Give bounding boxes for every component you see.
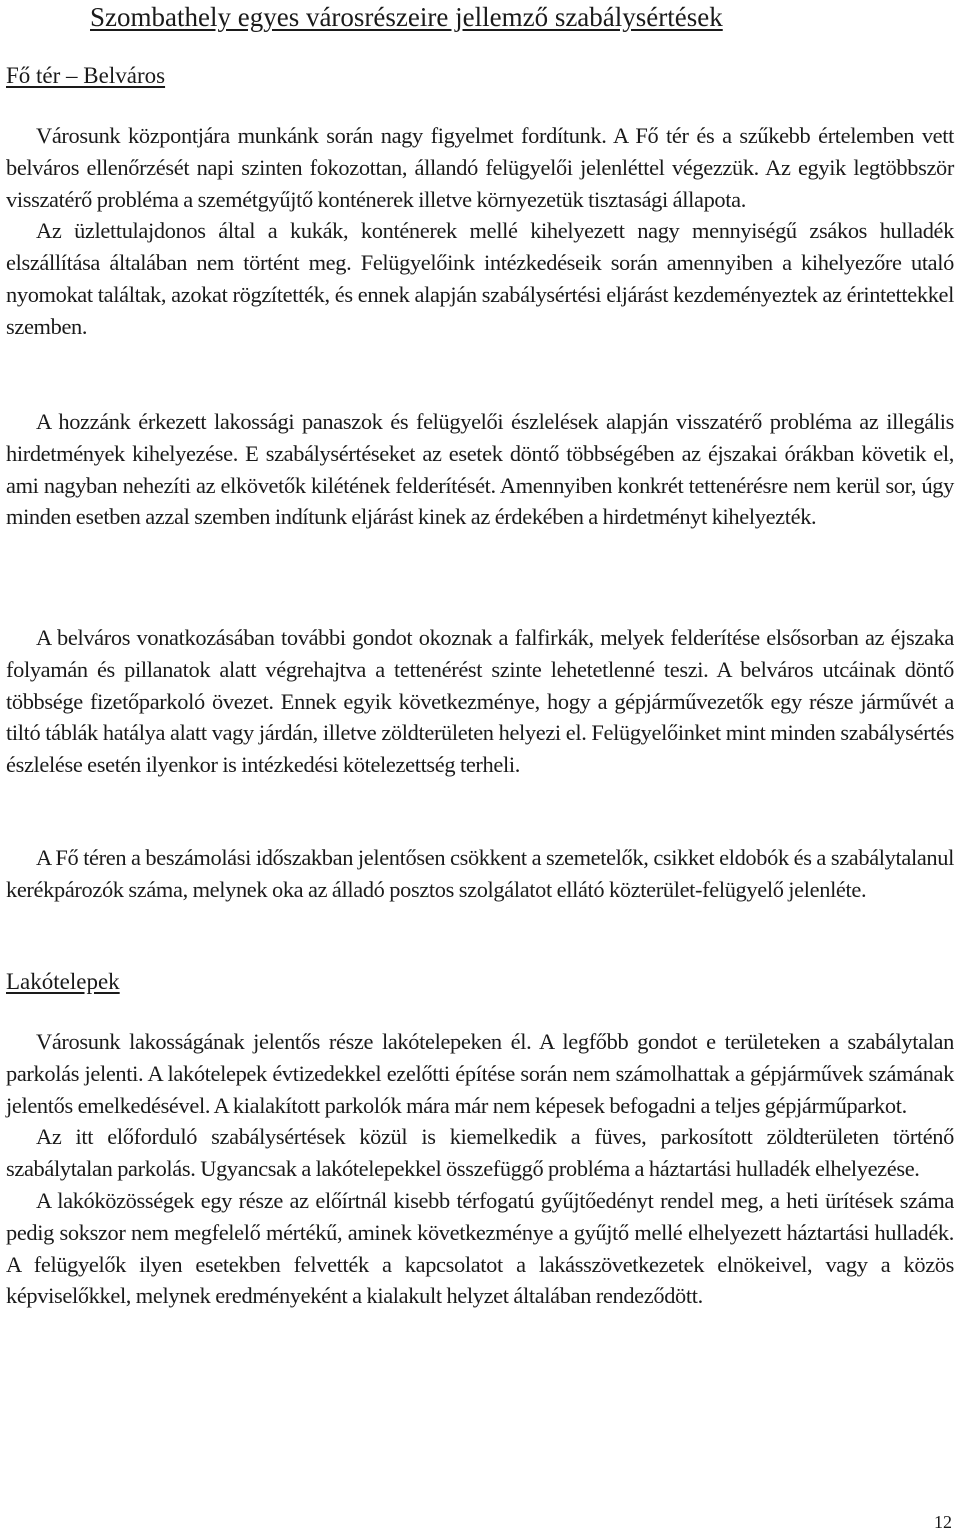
belvaros-block-3 — [6, 622, 954, 781]
paragraph: Az üzlettulajdonos által a kukák, konténerek mellé kihelyezett nagy mennyiségű zsákos hulladék elszállítása általában nem történt meg. Felügyelőink intézkedéseik során amennyiben a kihelyezőre utaló nyomokat találtak, azokat rögzítették, és ennek alapján szabálysértési eljárást kezdeményeztek az érintettekkel szemben. — [6, 218, 954, 339]
paragraph: A lakóközösségek egy része az előírtnál kisebb térfogatú gyűjtőedényt rendel meg, a heti ürítések száma pedig sokszor nem megfelelő mértékű, aminek következménye a gyűjtő mellé elhelyezett háztartási hulladék. A felügyelők ilyen esetekben felvették a kapcsolatot a lakásszövetkezetek elnökeivel, vagy a közös képviselőkkel, melynek eredményeként a kialakult helyzet általában rendeződött. — [6, 1187, 954, 1309]
lakotelepek-block-1 — [6, 1026, 954, 1312]
paragraph: Az itt előforduló szabálysértések közül is kiemelkedik a füves, parkosított zöldterületen történő szabálytalan parkolás. Ugyancsak a lakótelepekkel összefüggő probléma a háztartási hulladék elhelyezése. — [6, 1124, 954, 1182]
belvaros-block-1 — [6, 120, 954, 343]
belvaros-block-4 — [6, 842, 954, 906]
paragraph: A Fő téren a beszámolási időszakban jelentősen csökkent a szemetelők, csikket eldobók és a szabálytalanul kerékpározók száma, melynek oka az álladó posztos szolgálatot ellátó közterület-felügyelő jelenléte. — [6, 845, 954, 902]
paragraph: Városunk lakosságának jelentős része lakótelepeken él. A legfőbb gondot e területeken a szabálytalan parkolás jelenti. A lakótelepek évtizedekkel ezelőtti építése során nem számolhattak a gépjárművek számának jelentős emelkedésével. A kialakított parkolók mára már nem képesek befogadni a teljes gépjárműparkot. — [6, 1029, 954, 1118]
section-heading-lakotelepek: Lakótelepek — [6, 969, 120, 994]
paragraph: Városunk központjára munkánk során nagy figyelmet fordítunk. A Fő tér és a szűkebb értelemben vett belváros ellenőrzését napi szinten fokozottan, állandó felügyelői jelenléttel végezzük. Az egyik legtöbbször visszatérő probléma a szemétgyűjtő konténerek illetve környezetük tisztasági állapota. — [6, 123, 954, 212]
document-title: Szombathely egyes városrészeire jellemző szabálysértések — [90, 2, 723, 32]
belvaros-block-2 — [6, 406, 954, 533]
page-number: 12 — [934, 1512, 952, 1532]
section-heading-belvaros: Fő tér – Belváros — [6, 63, 166, 88]
paragraph: A hozzánk érkezett lakossági panaszok és felügyelői észlelések alapján visszatérő probléma az illegális hirdetmények kihelyezése. E szabálysértéseket az esetek döntő többségében az éjszakai órákban követik el, ami nagyban nehezíti az elkövetők kilétének felderítését. Amennyiben konkrét tettenérésre nem kerül sor, úgy minden esetben azzal szemben indítunk eljárást kinek az érdekében a hirdetményt kihelyezték. — [6, 409, 954, 530]
paragraph: A belváros vonatkozásában további gondot okoznak a falfirkák, melyek felderítése elsősorban az éjszaka folyamán és pillanatok alatt végrehajtva a tettenérést szinte lehetetlenné teszi. A belváros utcáinak döntő többsége fizetőparkoló övezet. Ennek egyik következménye, hogy a gépjárművezetők egy része járművét a tiltó táblák hatálya alatt vagy járdán, illetve zöldterületen helyezi el. Felügyelőinket mint minden szabálysértés észlelése esetén ilyenkor is intézkedési kötelezettség terheli. — [6, 625, 954, 778]
